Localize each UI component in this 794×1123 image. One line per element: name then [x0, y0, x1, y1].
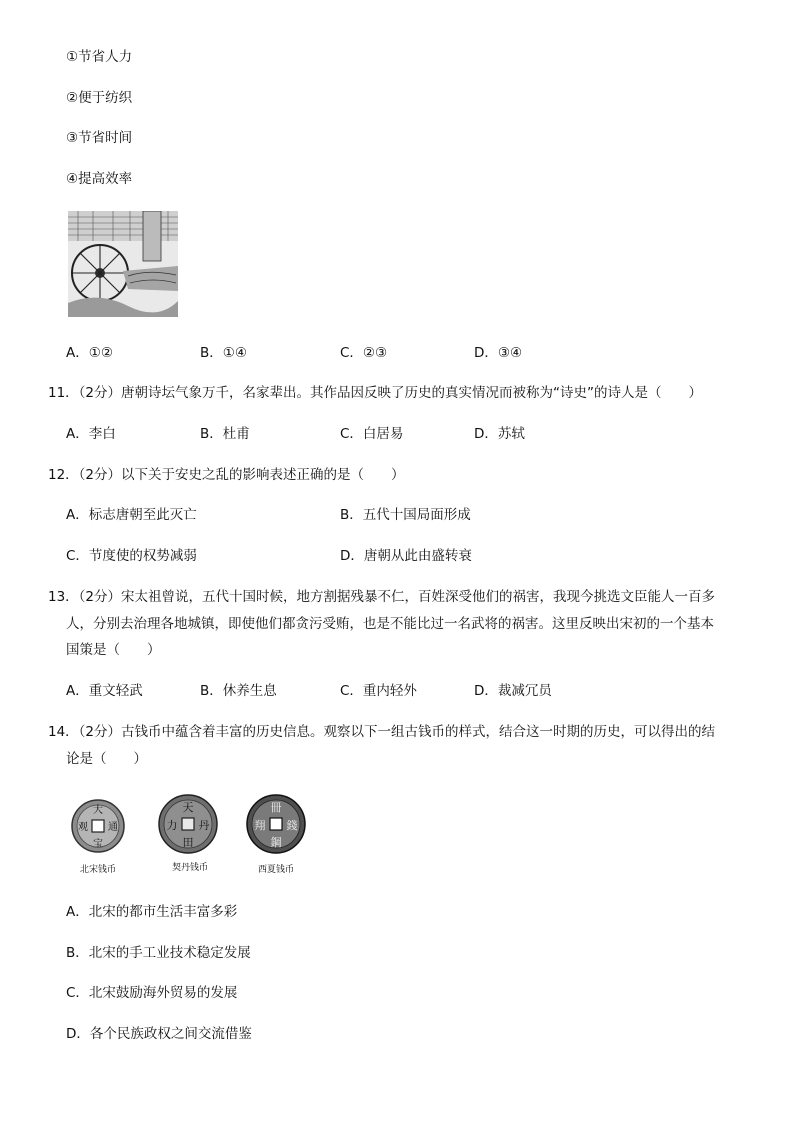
q13-option-d: D．裁减冗员 — [474, 683, 552, 699]
q14-stem-line-2: 论是（ ） — [66, 751, 147, 767]
coin-caption-khitan: 契丹钱币 — [172, 863, 209, 873]
svg-text:冊: 冊 — [270, 801, 282, 814]
q12-stem: 12．（2分）以下关于安史之乱的影响表述正确的是（ ） — [48, 467, 405, 483]
svg-text:大: 大 — [93, 805, 103, 816]
coin-caption-northern-song: 北宋钱币 — [80, 865, 117, 875]
svg-text:通: 通 — [108, 822, 118, 833]
svg-text:宝: 宝 — [93, 839, 103, 850]
coin-images — [68, 792, 308, 862]
svg-text:錢: 錢 — [286, 819, 298, 832]
western-xia-coin — [247, 795, 305, 853]
svg-text:翔: 翔 — [254, 819, 266, 832]
q12-option-c: C．节度使的权势减弱 — [66, 548, 197, 564]
q11-option-a: A．李白 — [66, 426, 116, 442]
q14-stem-line-1: 14．（2分）古钱币中蕴含着丰富的历史信息。观察以下一组古钱币的样式，结合这一时期的历史，可以得出的结 — [48, 724, 716, 740]
q13-stem-line-1: 13．（2分）宋太祖曾说，五代十国时候，地方割据残暴不仁，百姓深受他们的祸害，我现今挑选文臣能人一百多 — [48, 589, 716, 605]
khitan-coin — [159, 795, 217, 853]
q14-option-a: A．北宋的都市生活丰富多彩 — [66, 904, 238, 920]
water-wheel-illustration — [68, 211, 178, 317]
svg-text:鋼: 鋼 — [270, 836, 282, 849]
svg-text:天: 天 — [182, 801, 194, 814]
q13-option-a: A．重文轻武 — [66, 683, 143, 699]
q13-stem-line-2: 人，分别去治理各地城镇，即使他们都贪污受贿，也是不能比过一名武将的祸害。这里反映出宋初的一个基本 — [66, 616, 714, 632]
q10-statement-4: ④提高效率 — [66, 171, 133, 187]
q12-option-d: D．唐朝从此由盛转衰 — [340, 548, 472, 564]
q12-option-a: A．标志唐朝至此灭亡 — [66, 507, 197, 523]
q11-stem: 11．（2分）唐朝诗坛气象万千，名家辈出。其作品因反映了历史的真实情况而被称为“诗史”的诗人是（ ） — [48, 385, 703, 401]
q10-statement-2: ②便于纺织 — [66, 90, 133, 106]
q13-option-c: C．重内轻外 — [340, 683, 417, 699]
q11-option-d: D．苏轼 — [474, 426, 525, 442]
coin-caption-western-xia: 西夏钱币 — [258, 865, 295, 875]
q10-option-b: B．①④ — [200, 345, 247, 361]
q10-option-d: D．③④ — [474, 345, 523, 361]
northern-song-coin — [72, 800, 124, 852]
q14-option-c: C．北宋鼓励海外贸易的发展 — [66, 985, 238, 1001]
q11-option-b: B．杜甫 — [200, 426, 250, 442]
q11-option-c: C．白居易 — [340, 426, 404, 442]
q14-option-b: B．北宋的手工业技术稳定发展 — [66, 945, 251, 961]
q12-option-b: B．五代十国局面形成 — [340, 507, 471, 523]
q14-option-d: D．各个民族政权之间交流借鉴 — [66, 1026, 252, 1042]
svg-text:力: 力 — [166, 819, 178, 832]
q10-statement-3: ③节省时间 — [66, 130, 133, 146]
q10-option-c: C．②③ — [340, 345, 388, 361]
q10-statement-1: ①节省人力 — [66, 49, 133, 65]
q13-option-b: B．休养生息 — [200, 683, 277, 699]
svg-text:田: 田 — [182, 836, 194, 849]
coin-figure — [68, 792, 308, 878]
q10-option-a: A．①② — [66, 345, 113, 361]
q13-stem-line-3: 国策是（ ） — [66, 642, 161, 658]
svg-text:观: 观 — [78, 822, 88, 833]
svg-text:丹: 丹 — [198, 819, 210, 832]
